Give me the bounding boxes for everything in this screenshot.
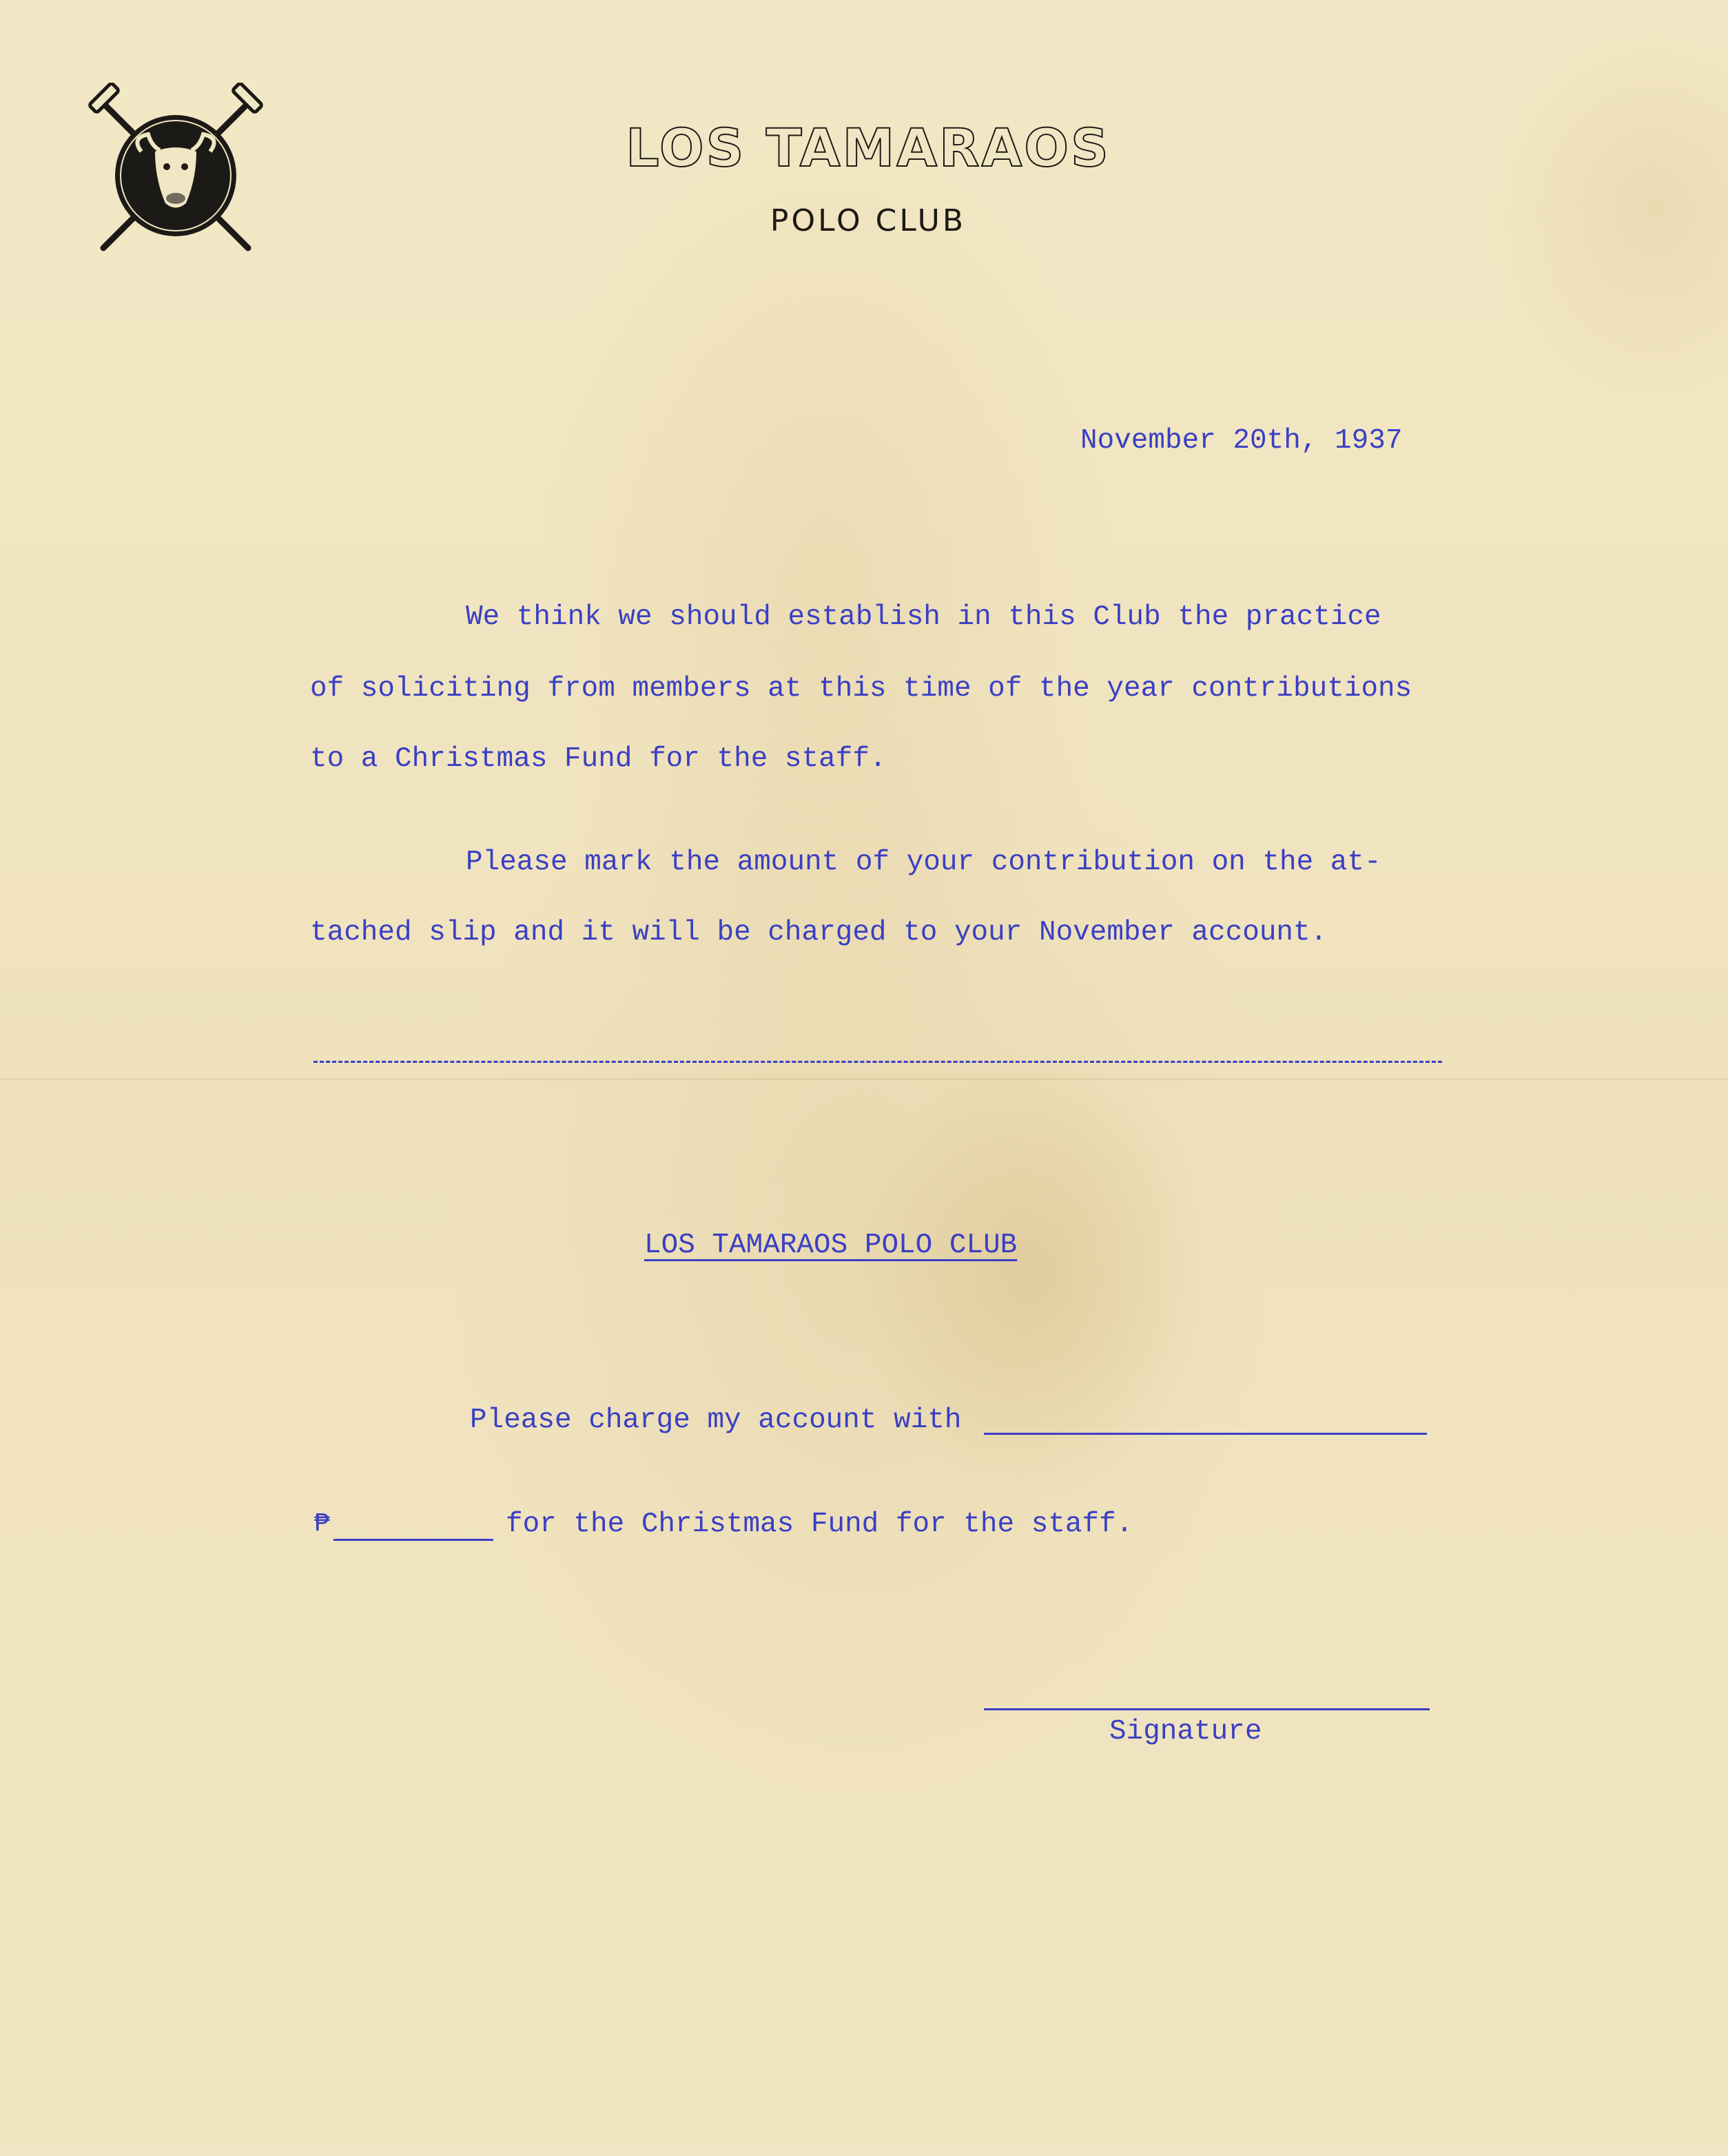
paragraph1-line2: of soliciting from members at this time of the year contributions (310, 673, 1412, 705)
slip-charge-line: Please charge my account with (470, 1404, 962, 1436)
paragraph1-line3: to a Christmas Fund for the staff. (310, 743, 887, 775)
slip-fund-line: for the Christmas Fund for the staff. (506, 1509, 1133, 1540)
paragraph2-line2: tached slip and it will be charged to your November account. (310, 917, 1328, 949)
paragraph1-line1: We think we should establish in this Club the practice (466, 601, 1381, 633)
fold-crease (0, 1078, 1728, 1080)
tamaraw-head-crossed-mallets-icon (83, 83, 269, 262)
signature-label: Signature (1109, 1716, 1262, 1748)
signature-blank[interactable] (984, 1708, 1430, 1710)
letter-date: November 20th, 1937 (1080, 425, 1403, 457)
amount-words-blank[interactable] (984, 1433, 1427, 1435)
peso-sign: ₱ (314, 1509, 330, 1539)
slip-title: LOS TAMARAOS POLO CLUB (644, 1230, 1018, 1261)
club-name-heading: LOS TAMARAOS (626, 117, 1111, 178)
club-subtitle: POLO CLUB (770, 203, 967, 238)
tear-off-divider (313, 1061, 1442, 1063)
amount-figure-blank[interactable] (333, 1539, 493, 1541)
paragraph2-line1: Please mark the amount of your contribution on the at- (466, 847, 1381, 878)
